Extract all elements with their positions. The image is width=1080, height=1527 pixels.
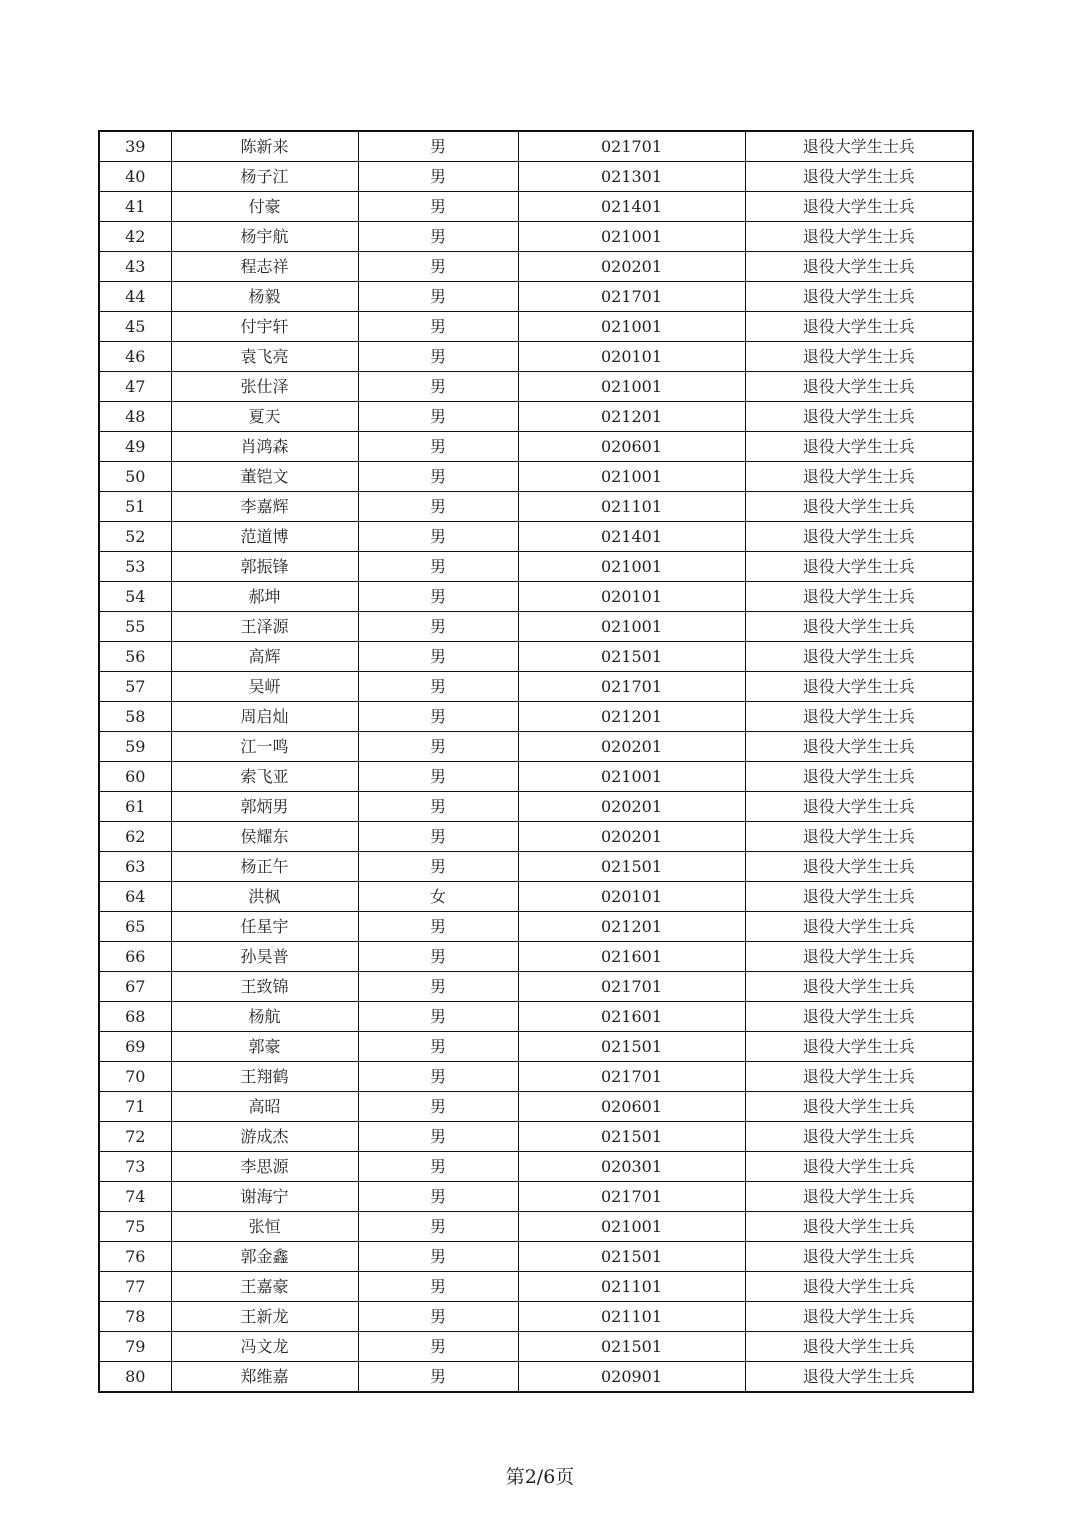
- category-cell: 退役大学生士兵: [745, 1362, 973, 1393]
- gender-cell: 男: [358, 1332, 518, 1362]
- gender-cell: 男: [358, 192, 518, 222]
- category-cell: 退役大学生士兵: [745, 342, 973, 372]
- gender-cell: 男: [358, 312, 518, 342]
- gender-cell: 男: [358, 1212, 518, 1242]
- major-code-cell: 020201: [518, 252, 745, 282]
- gender-cell: 男: [358, 222, 518, 252]
- table-row: [99, 882, 973, 912]
- category-cell: 退役大学生士兵: [745, 432, 973, 462]
- student-name-cell: 张恒: [171, 1212, 358, 1242]
- table-row: [99, 1362, 973, 1393]
- category-cell: 退役大学生士兵: [745, 1332, 973, 1362]
- gender-cell: 男: [358, 522, 518, 552]
- major-code-cell: 021501: [518, 642, 745, 672]
- gender-cell: 男: [358, 1002, 518, 1032]
- major-code-cell: 021001: [518, 462, 745, 492]
- major-code-cell: 020101: [518, 342, 745, 372]
- category-cell: 退役大学生士兵: [745, 792, 973, 822]
- table-row: [99, 1002, 973, 1032]
- major-code-cell: 021501: [518, 852, 745, 882]
- student-name-cell: 郭振锋: [171, 552, 358, 582]
- student-name-cell: 王翔鹤: [171, 1062, 358, 1092]
- student-name-cell: 付宇轩: [171, 312, 358, 342]
- table-row: [99, 1122, 973, 1152]
- category-cell: 退役大学生士兵: [745, 492, 973, 522]
- table-row: [99, 432, 973, 462]
- student-name-cell: 郝坤: [171, 582, 358, 612]
- gender-cell: 男: [358, 372, 518, 402]
- student-name-cell: 肖鸿森: [171, 432, 358, 462]
- student-name-cell: 郭炳男: [171, 792, 358, 822]
- category-cell: 退役大学生士兵: [745, 912, 973, 942]
- table-row: [99, 222, 973, 252]
- category-cell: 退役大学生士兵: [745, 1272, 973, 1302]
- student-name-cell: 杨毅: [171, 282, 358, 312]
- major-code-cell: 021001: [518, 552, 745, 582]
- row-number-cell: 62: [99, 822, 171, 852]
- gender-cell: 男: [358, 942, 518, 972]
- gender-cell: 男: [358, 342, 518, 372]
- row-number-cell: 75: [99, 1212, 171, 1242]
- category-cell: 退役大学生士兵: [745, 162, 973, 192]
- category-cell: 退役大学生士兵: [745, 1152, 973, 1182]
- category-cell: 退役大学生士兵: [745, 131, 973, 162]
- row-number-cell: 67: [99, 972, 171, 1002]
- category-cell: 退役大学生士兵: [745, 1242, 973, 1272]
- table-row: [99, 1092, 973, 1122]
- major-code-cell: 021201: [518, 912, 745, 942]
- row-number-cell: 58: [99, 702, 171, 732]
- major-code-cell: 021401: [518, 522, 745, 552]
- major-code-cell: 021001: [518, 312, 745, 342]
- row-number-cell: 51: [99, 492, 171, 522]
- major-code-cell: 021001: [518, 372, 745, 402]
- student-name-cell: 侯耀东: [171, 822, 358, 852]
- gender-cell: 男: [358, 672, 518, 702]
- table-row: [99, 582, 973, 612]
- row-number-cell: 69: [99, 1032, 171, 1062]
- major-code-cell: 021201: [518, 702, 745, 732]
- table-row: [99, 732, 973, 762]
- category-cell: 退役大学生士兵: [745, 732, 973, 762]
- gender-cell: 男: [358, 642, 518, 672]
- student-name-cell: 游成杰: [171, 1122, 358, 1152]
- gender-cell: 男: [358, 1272, 518, 1302]
- row-number-cell: 46: [99, 342, 171, 372]
- category-cell: 退役大学生士兵: [745, 402, 973, 432]
- table-row: [99, 1242, 973, 1272]
- major-code-cell: 021001: [518, 612, 745, 642]
- major-code-cell: 021301: [518, 162, 745, 192]
- table-row: [99, 1152, 973, 1182]
- student-name-cell: 王新龙: [171, 1302, 358, 1332]
- gender-cell: 男: [358, 792, 518, 822]
- gender-cell: 男: [358, 702, 518, 732]
- category-cell: 退役大学生士兵: [745, 1302, 973, 1332]
- category-cell: 退役大学生士兵: [745, 1032, 973, 1062]
- gender-cell: 男: [358, 492, 518, 522]
- gender-cell: 男: [358, 972, 518, 1002]
- student-name-cell: 李思源: [171, 1152, 358, 1182]
- student-name-cell: 谢海宁: [171, 1182, 358, 1212]
- gender-cell: 男: [358, 762, 518, 792]
- row-number-cell: 50: [99, 462, 171, 492]
- category-cell: 退役大学生士兵: [745, 762, 973, 792]
- category-cell: 退役大学生士兵: [745, 252, 973, 282]
- major-code-cell: 021401: [518, 192, 745, 222]
- major-code-cell: 020201: [518, 732, 745, 762]
- category-cell: 退役大学生士兵: [745, 462, 973, 492]
- row-number-cell: 41: [99, 192, 171, 222]
- gender-cell: 女: [358, 882, 518, 912]
- table-row: [99, 822, 973, 852]
- row-number-cell: 64: [99, 882, 171, 912]
- student-name-cell: 董铠文: [171, 462, 358, 492]
- row-number-cell: 72: [99, 1122, 171, 1152]
- student-name-cell: 王致锦: [171, 972, 358, 1002]
- major-code-cell: 021101: [518, 492, 745, 522]
- table-row: [99, 612, 973, 642]
- major-code-cell: 021501: [518, 1032, 745, 1062]
- gender-cell: 男: [358, 1092, 518, 1122]
- student-name-cell: 程志祥: [171, 252, 358, 282]
- category-cell: 退役大学生士兵: [745, 1092, 973, 1122]
- row-number-cell: 45: [99, 312, 171, 342]
- row-number-cell: 59: [99, 732, 171, 762]
- major-code-cell: 020101: [518, 882, 745, 912]
- major-code-cell: 021001: [518, 222, 745, 252]
- student-name-cell: 郭金鑫: [171, 1242, 358, 1272]
- table-row: [99, 252, 973, 282]
- student-roster-table: [98, 130, 974, 1393]
- row-number-cell: 55: [99, 612, 171, 642]
- row-number-cell: 43: [99, 252, 171, 282]
- table-row: [99, 1212, 973, 1242]
- gender-cell: 男: [358, 732, 518, 762]
- table-row: [99, 492, 973, 522]
- student-name-cell: 郭豪: [171, 1032, 358, 1062]
- category-cell: 退役大学生士兵: [745, 882, 973, 912]
- table-row: [99, 372, 973, 402]
- student-name-cell: 高昭: [171, 1092, 358, 1122]
- major-code-cell: 021501: [518, 1122, 745, 1152]
- table-row: [99, 282, 973, 312]
- category-cell: 退役大学生士兵: [745, 222, 973, 252]
- table-row: [99, 1332, 973, 1362]
- major-code-cell: 020201: [518, 792, 745, 822]
- gender-cell: 男: [358, 852, 518, 882]
- major-code-cell: 021201: [518, 402, 745, 432]
- table-row: [99, 552, 973, 582]
- major-code-cell: 021701: [518, 282, 745, 312]
- row-number-cell: 70: [99, 1062, 171, 1092]
- table-row: [99, 942, 973, 972]
- gender-cell: 男: [358, 402, 518, 432]
- row-number-cell: 42: [99, 222, 171, 252]
- category-cell: 退役大学生士兵: [745, 552, 973, 582]
- major-code-cell: 020201: [518, 822, 745, 852]
- row-number-cell: 56: [99, 642, 171, 672]
- gender-cell: 男: [358, 1062, 518, 1092]
- gender-cell: 男: [358, 1242, 518, 1272]
- major-code-cell: 021701: [518, 672, 745, 702]
- row-number-cell: 39: [99, 131, 171, 162]
- student-name-cell: 杨子江: [171, 162, 358, 192]
- student-name-cell: 李嘉辉: [171, 492, 358, 522]
- table-row: [99, 852, 973, 882]
- row-number-cell: 71: [99, 1092, 171, 1122]
- student-name-cell: 孙昊普: [171, 942, 358, 972]
- major-code-cell: 021701: [518, 1182, 745, 1212]
- page-number: 第2/6页: [505, 1466, 575, 1488]
- major-code-cell: 021101: [518, 1302, 745, 1332]
- table-row: [99, 1272, 973, 1302]
- roster-table-body: [99, 131, 973, 1392]
- row-number-cell: 40: [99, 162, 171, 192]
- major-code-cell: 021701: [518, 131, 745, 162]
- table-row: [99, 672, 973, 702]
- student-name-cell: 江一鸣: [171, 732, 358, 762]
- row-number-cell: 79: [99, 1332, 171, 1362]
- row-number-cell: 49: [99, 432, 171, 462]
- table-row: [99, 702, 973, 732]
- table-row: [99, 522, 973, 552]
- category-cell: 退役大学生士兵: [745, 282, 973, 312]
- student-name-cell: 郑维嘉: [171, 1362, 358, 1393]
- row-number-cell: 77: [99, 1272, 171, 1302]
- row-number-cell: 66: [99, 942, 171, 972]
- row-number-cell: 60: [99, 762, 171, 792]
- student-name-cell: 冯文龙: [171, 1332, 358, 1362]
- gender-cell: 男: [358, 432, 518, 462]
- table-row: [99, 762, 973, 792]
- student-name-cell: 王嘉豪: [171, 1272, 358, 1302]
- table-row: [99, 642, 973, 672]
- category-cell: 退役大学生士兵: [745, 942, 973, 972]
- row-number-cell: 48: [99, 402, 171, 432]
- table-row: [99, 912, 973, 942]
- gender-cell: 男: [358, 252, 518, 282]
- gender-cell: 男: [358, 822, 518, 852]
- major-code-cell: 021601: [518, 942, 745, 972]
- student-name-cell: 杨正午: [171, 852, 358, 882]
- row-number-cell: 54: [99, 582, 171, 612]
- gender-cell: 男: [358, 1182, 518, 1212]
- category-cell: 退役大学生士兵: [745, 1212, 973, 1242]
- student-name-cell: 杨航: [171, 1002, 358, 1032]
- major-code-cell: 021501: [518, 1242, 745, 1272]
- major-code-cell: 020101: [518, 582, 745, 612]
- gender-cell: 男: [358, 612, 518, 642]
- gender-cell: 男: [358, 1152, 518, 1182]
- table-row: [99, 342, 973, 372]
- row-number-cell: 52: [99, 522, 171, 552]
- category-cell: 退役大学生士兵: [745, 852, 973, 882]
- table-row: [99, 1062, 973, 1092]
- category-cell: 退役大学生士兵: [745, 372, 973, 402]
- row-number-cell: 57: [99, 672, 171, 702]
- category-cell: 退役大学生士兵: [745, 1182, 973, 1212]
- student-name-cell: 夏天: [171, 402, 358, 432]
- row-number-cell: 65: [99, 912, 171, 942]
- gender-cell: 男: [358, 912, 518, 942]
- student-name-cell: 周启灿: [171, 702, 358, 732]
- gender-cell: 男: [358, 1302, 518, 1332]
- major-code-cell: 020601: [518, 1092, 745, 1122]
- gender-cell: 男: [358, 1362, 518, 1393]
- category-cell: 退役大学生士兵: [745, 672, 973, 702]
- gender-cell: 男: [358, 462, 518, 492]
- table-row: [99, 1032, 973, 1062]
- table-row: [99, 462, 973, 492]
- gender-cell: 男: [358, 552, 518, 582]
- row-number-cell: 47: [99, 372, 171, 402]
- major-code-cell: 020301: [518, 1152, 745, 1182]
- student-name-cell: 付豪: [171, 192, 358, 222]
- category-cell: 退役大学生士兵: [745, 642, 973, 672]
- student-name-cell: 高辉: [171, 642, 358, 672]
- row-number-cell: 76: [99, 1242, 171, 1272]
- table-row: [99, 1182, 973, 1212]
- gender-cell: 男: [358, 131, 518, 162]
- student-name-cell: 王泽源: [171, 612, 358, 642]
- gender-cell: 男: [358, 1032, 518, 1062]
- major-code-cell: 020601: [518, 432, 745, 462]
- row-number-cell: 80: [99, 1362, 171, 1393]
- table-row: [99, 131, 973, 162]
- major-code-cell: 021501: [518, 1332, 745, 1362]
- table-row: [99, 402, 973, 432]
- category-cell: 退役大学生士兵: [745, 612, 973, 642]
- major-code-cell: 021001: [518, 762, 745, 792]
- category-cell: 退役大学生士兵: [745, 702, 973, 732]
- gender-cell: 男: [358, 582, 518, 612]
- table-row: [99, 162, 973, 192]
- category-cell: 退役大学生士兵: [745, 1002, 973, 1032]
- student-name-cell: 任星宇: [171, 912, 358, 942]
- category-cell: 退役大学生士兵: [745, 522, 973, 552]
- major-code-cell: 021101: [518, 1272, 745, 1302]
- row-number-cell: 73: [99, 1152, 171, 1182]
- student-name-cell: 陈新来: [171, 131, 358, 162]
- major-code-cell: 021701: [518, 972, 745, 1002]
- major-code-cell: 020901: [518, 1362, 745, 1393]
- major-code-cell: 021001: [518, 1212, 745, 1242]
- row-number-cell: 44: [99, 282, 171, 312]
- gender-cell: 男: [358, 282, 518, 312]
- gender-cell: 男: [358, 1122, 518, 1152]
- row-number-cell: 78: [99, 1302, 171, 1332]
- table-row: [99, 792, 973, 822]
- row-number-cell: 63: [99, 852, 171, 882]
- student-name-cell: 吴岍: [171, 672, 358, 702]
- category-cell: 退役大学生士兵: [745, 192, 973, 222]
- category-cell: 退役大学生士兵: [745, 1122, 973, 1152]
- table-row: [99, 192, 973, 222]
- category-cell: 退役大学生士兵: [745, 312, 973, 342]
- student-name-cell: 范道博: [171, 522, 358, 552]
- student-name-cell: 袁飞亮: [171, 342, 358, 372]
- student-name-cell: 索飞亚: [171, 762, 358, 792]
- student-name-cell: 洪枫: [171, 882, 358, 912]
- gender-cell: 男: [358, 162, 518, 192]
- row-number-cell: 74: [99, 1182, 171, 1212]
- student-name-cell: 杨宇航: [171, 222, 358, 252]
- major-code-cell: 021601: [518, 1002, 745, 1032]
- category-cell: 退役大学生士兵: [745, 972, 973, 1002]
- row-number-cell: 61: [99, 792, 171, 822]
- table-row: [99, 312, 973, 342]
- student-name-cell: 张仕泽: [171, 372, 358, 402]
- major-code-cell: 021701: [518, 1062, 745, 1092]
- row-number-cell: 53: [99, 552, 171, 582]
- table-row: [99, 1302, 973, 1332]
- category-cell: 退役大学生士兵: [745, 822, 973, 852]
- table-row: [99, 972, 973, 1002]
- row-number-cell: 68: [99, 1002, 171, 1032]
- category-cell: 退役大学生士兵: [745, 582, 973, 612]
- category-cell: 退役大学生士兵: [745, 1062, 973, 1092]
